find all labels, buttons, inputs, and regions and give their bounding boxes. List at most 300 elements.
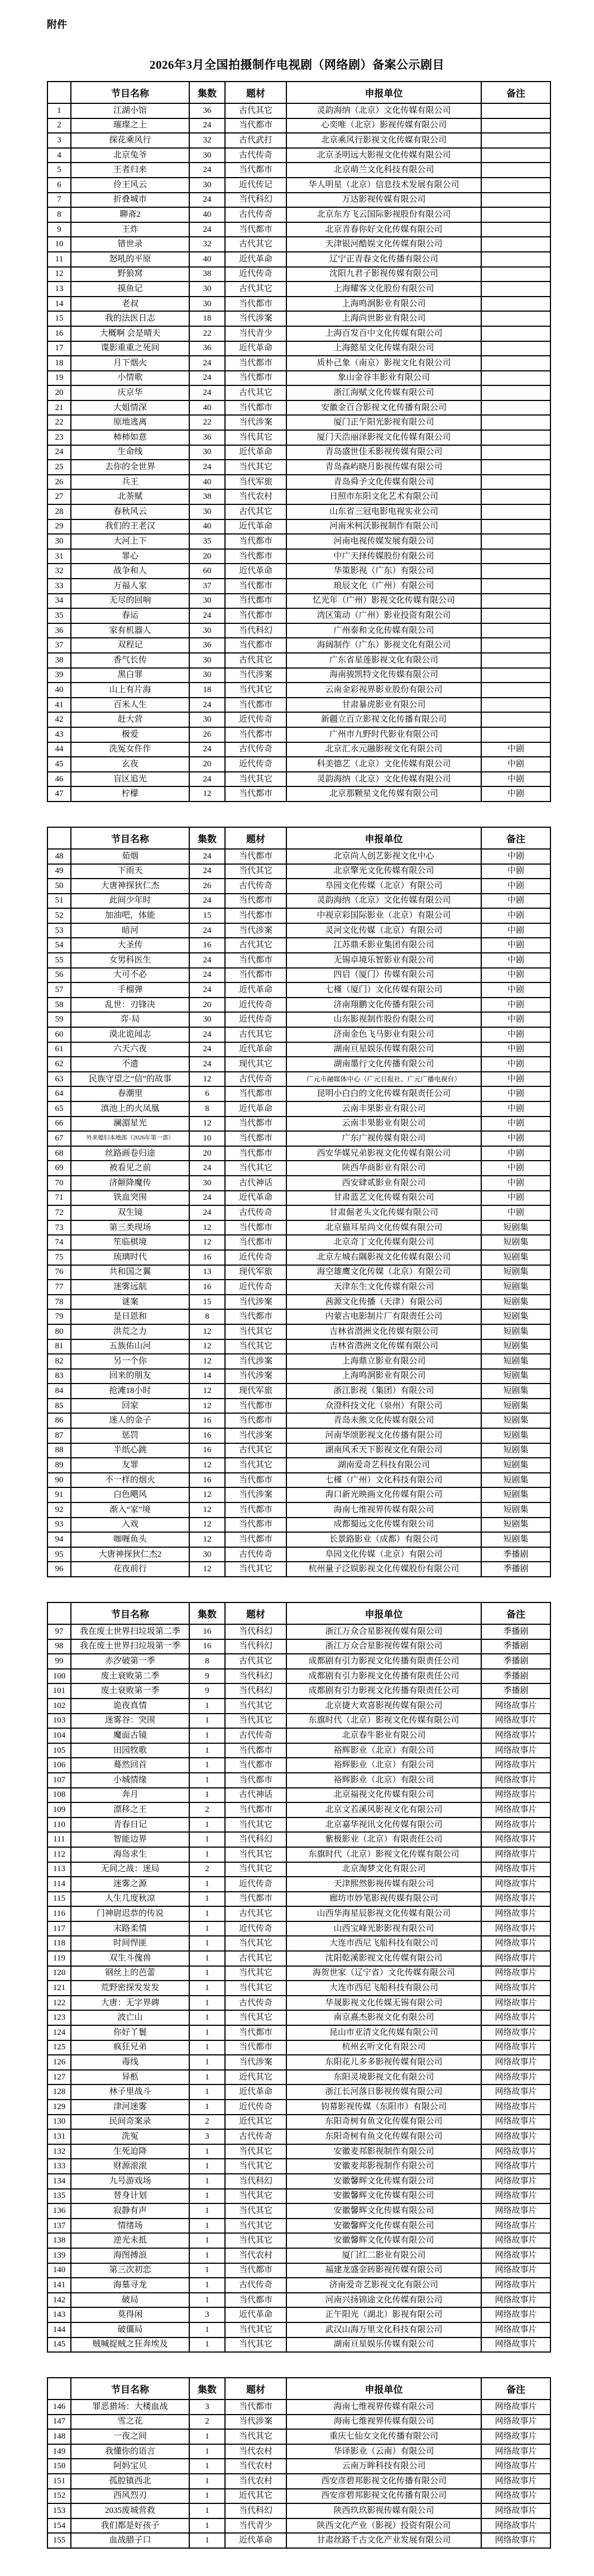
cell-genre: 古代传奇 [225,2278,286,2293]
table-row [47,864,550,879]
table-row [47,1996,550,2011]
cell-no: 51 [47,894,71,909]
cell-genre: 古代传奇 [225,1547,286,1562]
cell-company: 安徽麦邦影视制作有限公司 [286,2144,481,2159]
cell-note: 网络故事片 [481,2233,550,2248]
cell-company: 广州市九野时代影业有限公司 [286,727,481,742]
cell-genre: 当代其它 [225,1817,286,1833]
cell-no: 135 [47,2189,71,2204]
cell-company: 浙江长河落日影视传媒有限公司 [286,2084,481,2100]
cell-no: 58 [47,998,71,1013]
cell-episodes: 12 [189,1117,225,1132]
cell-note [481,118,550,133]
cell-genre: 当代科幻 [225,623,286,638]
cell-no: 92 [47,1502,71,1518]
cell-no: 52 [47,908,71,923]
table-row [47,504,550,519]
cell-note: 中剧 [481,968,550,983]
cell-title: 双生斗傀兽 [71,1951,189,1966]
table-row [47,1235,550,1250]
table-row [47,968,550,983]
cell-no: 1 [47,103,71,118]
cell-note: 短剧集 [481,1443,550,1458]
cell-note: 网络故事片 [481,2293,550,2308]
cell-genre: 当代都市 [225,1309,286,1324]
cell-note: 季播剧 [481,1624,550,1639]
cell-note: 中剧 [481,923,550,938]
cell-genre: 当代农村 [225,2474,286,2489]
attachment-label: 附件 [47,19,67,30]
cell-no: 38 [47,653,71,668]
cell-episodes: 26 [189,727,225,742]
cell-note: 短剧集 [481,1354,550,1369]
cell-no: 75 [47,1250,71,1265]
table-row [47,237,550,252]
col-header-cell-company: 申报单位 [286,2378,481,2400]
cell-company: 沈阳九君子影视传媒有限公司 [286,267,481,282]
cell-note: 短剧集 [481,1384,550,1399]
cell-no: 70 [47,1176,71,1191]
cell-genre: 当代科幻 [225,1639,286,1654]
cell-no: 8 [47,207,71,222]
cell-genre: 当代其它 [225,1699,286,1714]
cell-no: 29 [47,519,71,535]
table-row [47,1280,550,1295]
cell-genre: 当代其它 [225,2233,286,2248]
cell-genre: 当代其它 [225,460,286,475]
cell-note: 季播剧 [481,1562,550,1577]
cell-note: 短剧集 [481,1487,550,1502]
cell-no: 154 [47,2518,71,2534]
cell-title: 迷雾之源 [71,1877,189,1892]
cell-no: 105 [47,1743,71,1758]
cell-no: 44 [47,742,71,757]
cell-note: 短剧集 [481,1428,550,1443]
cell-episodes: 8 [189,1101,225,1117]
cell-no: 117 [47,1921,71,1936]
cell-title: 智能边界 [71,1832,189,1847]
cell-company: 东阳奇树有鱼文化传媒有限公司 [286,2115,481,2130]
cell-company: 广元市融媒体中心（广元日报社、广元广播电视台） [286,1072,481,1087]
cell-title: 丝路画卷归途 [71,1146,189,1161]
cell-company: 安徽麦邦影视制作有限公司 [286,2159,481,2174]
table-row [47,998,550,1013]
cell-note [481,415,550,430]
cell-note: 网络故事片 [481,2040,550,2055]
cell-company: 无锡卓境乐智影业有限公司 [286,953,481,968]
cell-company: 钧幕影视传媒（东阳市）有限公司 [286,2100,481,2115]
cell-no: 139 [47,2248,71,2263]
cell-company: 北京东方飞云国际影视股份有限公司 [286,207,481,222]
cell-genre: 古代传奇 [225,742,286,757]
cell-company: 甘肃暴虎影业有限公司 [286,698,481,713]
cell-no: 17 [47,341,71,356]
cell-note: 网络故事片 [481,2203,550,2219]
cell-title: 黑白罪 [71,668,189,683]
cell-company: 云南丰果影业有限公司 [286,1117,481,1132]
cell-title: 惩罚 [71,1428,189,1443]
cell-episodes: 1 [189,1921,225,1936]
cell-note [481,356,550,371]
cell-company: 阜园文化传媒（北京）有限公司 [286,879,481,894]
cell-no: 5 [47,163,71,178]
cell-episodes: 24 [189,608,225,623]
cell-episodes: 1 [189,2203,225,2219]
table-row [47,163,550,178]
cell-episodes: 9 [189,1669,225,1684]
cell-episodes: 12 [189,1235,225,1250]
cell-note: 网络故事片 [481,2489,550,2504]
table-row [47,1473,550,1488]
cell-episodes: 1 [189,1728,225,1743]
cell-company: 上海尚世影业有限公司 [286,311,481,326]
header-row [47,827,550,849]
cell-title: 时间悍匪 [71,1936,189,1951]
cell-episodes: 12 [189,1220,225,1235]
cell-genre: 当代农村 [225,2248,286,2263]
cell-genre: 古代传奇 [225,1996,286,2011]
cell-note: 网络故事片 [481,2322,550,2338]
cell-note: 网络故事片 [481,2533,550,2548]
cell-title: 澜湄星光 [71,1117,189,1132]
cell-company: 青岛盛世佳禾影视传媒有限公司 [286,445,481,460]
cell-company: 吉林省潜洲文化传媒有限公司 [286,1339,481,1354]
cell-episodes: 24 [189,698,225,713]
cell-no: 128 [47,2084,71,2100]
cell-no: 57 [47,982,71,998]
table-row [47,1654,550,1669]
table-row [47,2338,550,2353]
col-header-cell-company: 申报单位 [286,82,481,103]
table-row [47,668,550,683]
cell-episodes: 12 [189,1532,225,1547]
cell-episodes: 30 [189,504,225,519]
table-row [47,1892,550,1907]
cell-company: 灵韵海纳（北京）文化传媒有限公司 [286,103,481,118]
cell-company: 海南骏凯特文化传媒有限公司 [286,668,481,683]
cell-title: 回家 [71,1399,189,1414]
cell-genre: 古代传奇 [225,1072,286,1087]
table-row [47,2415,550,2430]
cell-genre: 古代其它 [225,237,286,252]
table-row [47,1458,550,1473]
cell-no: 20 [47,385,71,400]
cell-title: 此间少年时 [71,894,189,909]
cell-no: 56 [47,968,71,983]
table-row [47,894,550,909]
cell-genre: 近代革命 [225,445,286,460]
cell-company: 琅辰文化（广州）有限公司 [286,579,481,594]
table-row [47,534,550,549]
cell-no: 25 [47,460,71,475]
cell-episodes: 1 [189,2429,225,2444]
col-header-cell-note: 备注 [481,2378,550,2400]
cell-title: 北京兔爷 [71,148,189,163]
cell-company: 裕辉影业（北京）有限公司 [286,1773,481,1788]
cell-genre: 近代其它 [225,2070,286,2085]
cell-note: 中剧 [481,908,550,923]
cell-title: 北茶赋 [71,489,189,504]
cell-note: 网络故事片 [481,1699,550,1714]
cell-title: 漠北诡闻志 [71,1027,189,1042]
table-row [47,1951,550,1966]
cell-no: 155 [47,2533,71,2548]
table-row [47,2040,550,2055]
cell-note: 网络故事片 [481,1714,550,1729]
cell-episodes: 40 [189,400,225,416]
cell-episodes: 24 [189,163,225,178]
cell-title: 洗冤女仵作 [71,742,189,757]
table-row [47,564,550,579]
cell-episodes: 30 [189,594,225,609]
table-row [47,1399,550,1414]
cell-title: 疯狂兄弟 [71,2040,189,2055]
cell-episodes: 20 [189,549,225,564]
cell-company: 天津熙然影视传媒有限公司 [286,1877,481,1892]
cell-title: 雪之花 [71,2415,189,2430]
table-row [47,849,550,864]
table-row [47,311,550,326]
cell-no: 28 [47,504,71,519]
cell-company: 正午阳光（湖北）影视有限公司 [286,2307,481,2322]
cell-note [481,534,550,549]
table-row [47,2189,550,2204]
cell-title: 赶大营 [71,712,189,727]
cell-genre: 近代传奇 [225,998,286,1013]
table-row [47,1699,550,1714]
table-row [47,953,550,968]
cell-genre: 古代传奇 [225,148,286,163]
cell-episodes: 24 [189,849,225,864]
table-row [47,475,550,490]
cell-no: 84 [47,1384,71,1399]
cell-genre: 近代传奇 [225,2100,286,2115]
cell-episodes: 36 [189,341,225,356]
table-row [47,923,550,938]
table-row [47,608,550,623]
cell-episodes: 1 [189,2322,225,2338]
col-header-cell-title: 节目名称 [71,827,189,849]
cell-title: 济颠降魔传 [71,1176,189,1191]
cell-title: 孤腔镇西北 [71,2474,189,2489]
cell-company: 安徽馨辉文化传媒有限公司 [286,2219,481,2234]
cell-no: 22 [47,415,71,430]
table-row [47,2203,550,2219]
table-row [47,445,550,460]
cell-title: 春潮里 [71,1086,189,1101]
cell-title: 毒线 [71,2055,189,2070]
cell-no: 61 [47,1042,71,1057]
table-row [47,2533,550,2548]
cell-company: 河南兴扬锦途文化传媒有限公司 [286,2293,481,2308]
cell-episodes: 30 [189,178,225,193]
table-row [47,2503,550,2518]
table-row [47,460,550,475]
cell-genre: 近代传奇 [225,757,286,772]
cell-company: 广东广视传媒有限公司 [286,1131,481,1146]
table-row [47,727,550,742]
cell-episodes: 24 [189,1027,225,1042]
cell-company: 山东影视制作股份有限公司 [286,1012,481,1027]
cell-title: 小情歌 [71,371,189,386]
cell-episodes: 1 [189,2189,225,2204]
cell-no: 94 [47,1532,71,1547]
cell-title: 双生镜 [71,1205,189,1220]
cell-episodes: 6 [189,1086,225,1101]
cell-genre: 当代其它 [225,2203,286,2219]
cell-title: 田园牧歌 [71,1743,189,1758]
cell-episodes: 30 [189,297,225,312]
table-row [47,2278,550,2293]
table-row [47,2159,550,2174]
cell-episodes: 3 [189,2129,225,2144]
cell-title: 共和国之翼 [71,1265,189,1280]
cell-episodes: 30 [189,1012,225,1027]
cell-title: 门神尉迟恭的传说 [71,1906,189,1921]
table-row [47,178,550,193]
cell-company: 东阳奇树有鱼文化传媒有限公司 [286,2129,481,2144]
cell-genre: 当代都市 [225,1235,286,1250]
cell-title: 大唐神探狄仁杰 [71,879,189,894]
col-header-cell-title: 节目名称 [71,2378,189,2400]
cell-genre: 当代都市 [225,1399,286,1414]
cell-company: 北京圣明远大影视文化传媒有限公司 [286,148,481,163]
cell-no: 3 [47,133,71,148]
cell-title: 大唐：无字界碑 [71,1996,189,2011]
cell-genre: 当代其它 [225,1981,286,1996]
cell-genre: 古代其它 [225,653,286,668]
table-row [47,267,550,282]
col-header-cell-title: 节目名称 [71,1602,189,1624]
cell-no: 16 [47,326,71,341]
col-header-cell-genre: 题材 [225,827,286,849]
cell-no: 47 [47,786,71,802]
cell-episodes: 12 [189,1339,225,1354]
cell-episodes: 24 [189,1205,225,1220]
cell-title: 家有机器人 [71,623,189,638]
cell-genre: 当代其它 [225,2338,286,2353]
cell-title: 我懂你的语言 [71,2444,189,2459]
cell-genre: 当代都市 [225,1532,286,1547]
cell-episodes: 12 [189,1324,225,1339]
cell-episodes: 14 [189,1369,225,1384]
cell-no: 133 [47,2159,71,2174]
cell-genre: 近代传奇 [225,1280,286,1295]
cell-company: 江苏鼎禾影业集团有限公司 [286,938,481,953]
cell-title: 大唐神探狄仁杰2 [71,1547,189,1562]
cell-genre: 当代涉案 [225,1487,286,1502]
cell-company: 天津银河酷娱文化传媒有限公司 [286,237,481,252]
cell-company: 中视京彩国际影业（北京）有限公司 [286,908,481,923]
cell-no: 122 [47,1996,71,2011]
table-row [47,2444,550,2459]
cell-note: 中剧 [481,953,550,968]
cell-note: 网络故事片 [481,2219,550,2234]
cell-genre: 当代都市 [225,727,286,742]
cell-note: 中剧 [481,786,550,802]
cell-genre: 古代其它 [225,504,286,519]
cell-genre: 古代传奇 [225,1205,286,1220]
table-row [47,742,550,757]
cell-no: 69 [47,1161,71,1176]
cell-episodes: 24 [189,772,225,787]
cell-genre: 当代科幻 [225,193,286,208]
cell-episodes: 1 [189,2025,225,2040]
cell-episodes: 12 [189,1502,225,1518]
table-row [47,1502,550,1518]
cell-episodes: 40 [189,252,225,267]
cell-no: 124 [47,2025,71,2040]
cell-no: 72 [47,1205,71,1220]
cell-episodes: 32 [189,133,225,148]
cell-title: 津河迷雾 [71,2100,189,2115]
cell-genre: 近代革命 [225,1101,286,1117]
cell-genre: 当代其它 [225,1966,286,1981]
cell-title: 大姐情深 [71,400,189,416]
cell-note [481,653,550,668]
cell-company: 北京嘉华视讯文化传媒有限公司 [286,1817,481,1833]
cell-company: 长景路影业（成都）有限公司 [286,1532,481,1547]
cell-title: 入戏 [71,1518,189,1533]
cell-episodes: 12 [189,1354,225,1369]
cell-no: 21 [47,400,71,416]
cell-title: 双程记 [71,638,189,653]
table-row [47,653,550,668]
cell-episodes: 2 [189,2415,225,2430]
cell-genre: 当代科幻 [225,1669,286,1684]
cell-company: 甘肃倔老头文化传媒有限公司 [286,1205,481,1220]
cell-episodes: 2 [189,1862,225,1877]
cell-note: 短剧集 [481,1458,550,1473]
cell-company: 东阳花儿多多影视传媒有限公司 [286,2055,481,2070]
cell-note: 短剧集 [481,1250,550,1265]
cell-company: 南京熹杰影视文化有限公司 [286,2010,481,2025]
cell-title: 咖喱鱼头 [71,1532,189,1547]
cell-company: 山西宝峰光影影视有限公司 [286,1921,481,1936]
cell-genre: 当代其它 [225,1862,286,1877]
cell-no: 102 [47,1699,71,1714]
cell-no: 96 [47,1562,71,1577]
cell-company: 北京汇永元融影视文化有限公司 [286,742,481,757]
cell-title: 百米人生 [71,698,189,713]
table-row [47,2100,550,2115]
cell-note: 网络故事片 [481,2263,550,2278]
cell-company: 青岛森屿晓月影视传媒有限公司 [286,460,481,475]
cell-no: 138 [47,2233,71,2248]
col-header-cell-episodes: 集数 [189,827,225,849]
cell-title: 赤汐破第一季 [71,1654,189,1669]
cell-title: 青春日记 [71,1817,189,1833]
cell-no: 80 [47,1324,71,1339]
cell-genre: 当代都市 [225,1220,286,1235]
cell-title: 林子里战斗 [71,2084,189,2100]
cell-genre: 当代其它 [225,2429,286,2444]
cell-company: 大连市西尼飞船科技有限公司 [286,1936,481,1951]
cell-genre: 近代革命 [225,252,286,267]
cell-note: 中剧 [481,1176,550,1191]
cell-genre: 当代都市 [225,894,286,909]
col-header-cell-no [47,82,71,103]
cell-no: 6 [47,178,71,193]
cell-episodes: 1 [189,2474,225,2489]
cell-company: 山东省三冠电影电视实业公司 [286,504,481,519]
cell-title: 春秋风云 [71,504,189,519]
cell-genre: 当代都市 [225,1413,286,1428]
cell-title: 破局 [71,2293,189,2308]
cell-episodes: 16 [189,1473,225,1488]
cell-genre: 近代革命 [225,2084,286,2100]
cell-episodes: 1 [189,2144,225,2159]
